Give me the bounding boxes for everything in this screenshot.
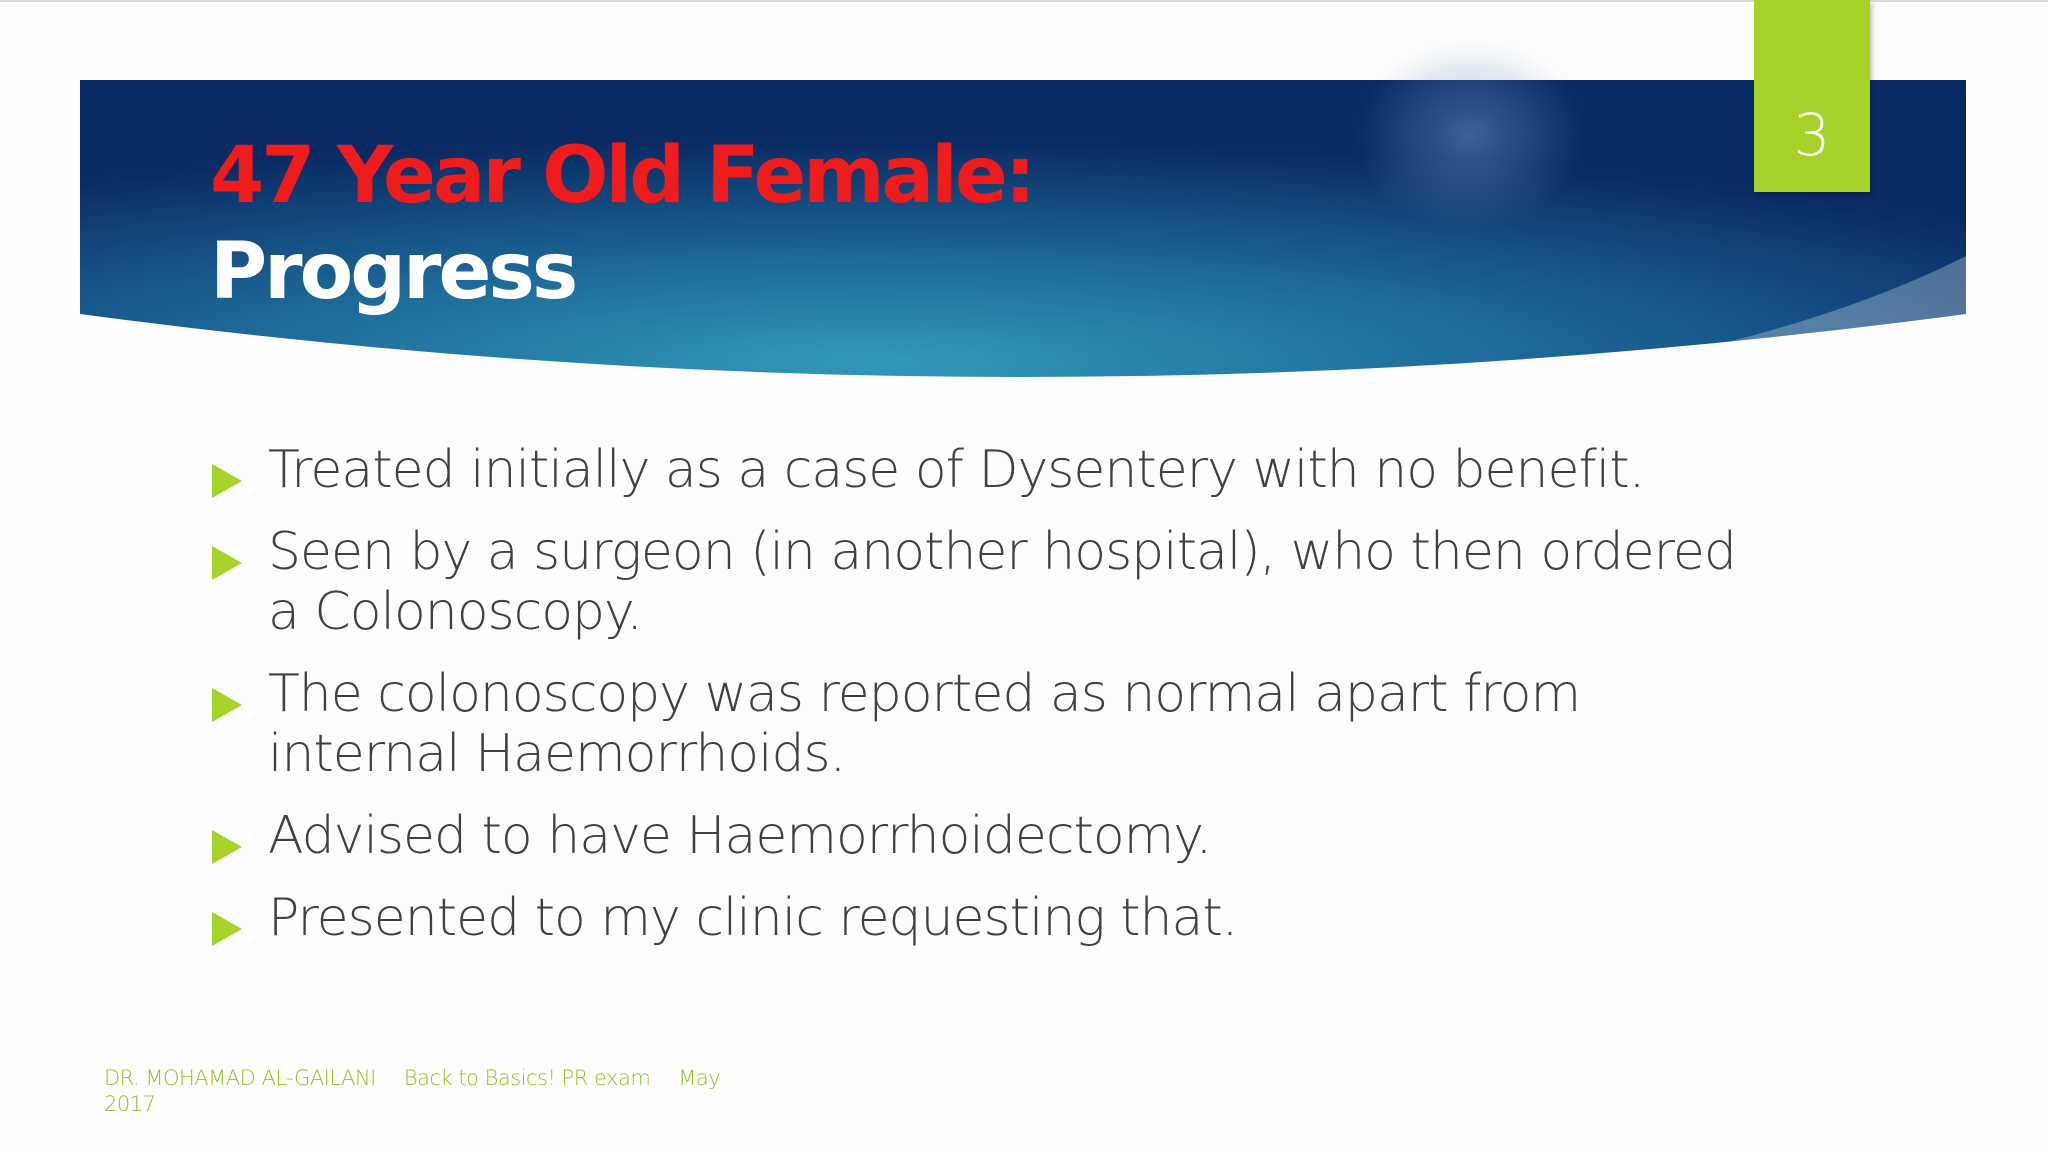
bullet-item — [210, 806, 1770, 866]
footer-presentation-title: Back to Basics! PR exam — [403, 1066, 651, 1090]
bullet-text: Treated initially as a case of Dysentery with no benefit. — [268, 440, 1645, 500]
slide-number: 3 — [1793, 101, 1831, 169]
bullet-text: The colonoscopy was reported as normal apart from internal Haemorrhoids. — [268, 664, 1581, 784]
slide-number-tab — [1754, 0, 1870, 192]
bullet-text: Advised to have Haemorrhoidectomy. — [268, 806, 1212, 866]
bullet-item — [210, 888, 1770, 948]
bullet-text: Seen by a surgeon (in another hospital), who then ordered a Colonoscopy. — [268, 522, 1736, 642]
bullet-arrow-icon — [212, 546, 242, 580]
bullet-item — [210, 664, 1770, 784]
bullet-list — [210, 440, 1770, 970]
bullet-arrow-icon — [212, 912, 242, 946]
footer-author: DR. MOHAMAD AL-GAILANI — [104, 1066, 376, 1090]
slide-title — [210, 128, 1710, 320]
title-subheading: Progress — [210, 227, 576, 317]
title-heading: 47 Year Old Female: — [210, 131, 1033, 221]
bullet-item — [210, 522, 1770, 642]
bullet-arrow-icon — [212, 830, 242, 864]
bullet-item — [210, 440, 1770, 500]
bullet-text: Presented to my clinic requesting that. — [268, 888, 1238, 948]
slide-footer — [104, 1065, 804, 1117]
footer-date: May 2017 — [104, 1066, 721, 1116]
bullet-arrow-icon — [212, 688, 242, 722]
bullet-arrow-icon — [212, 464, 242, 498]
